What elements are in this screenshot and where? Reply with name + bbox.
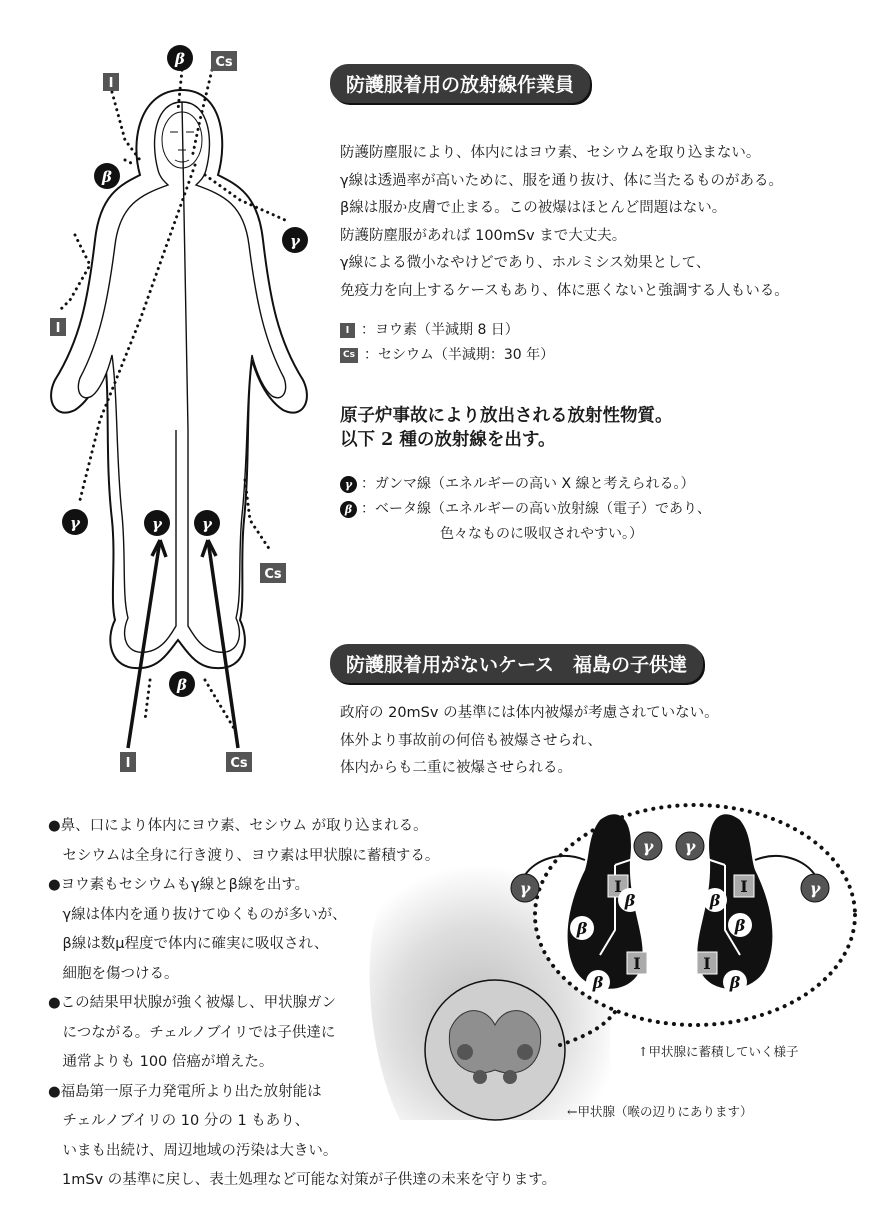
legend-iodine [340, 318, 554, 343]
thyroid-gamma-4 [801, 874, 829, 902]
legend-iodine-text: ：ヨウ素（半減期 8 日） [361, 322, 519, 338]
svg-text:β: β [576, 919, 588, 938]
section1-text [340, 140, 789, 305]
svg-text:γ: γ [642, 837, 654, 856]
bullet-list [48, 812, 556, 1196]
isotope-legend [340, 318, 554, 368]
section1-line: 防護防塵服があれば 100mSv まで大丈夫。 [340, 227, 627, 244]
section3-text [340, 700, 719, 783]
svg-text:γ: γ [202, 515, 212, 533]
bullet-line: γ線は体内を通り抜けてゆくものが多いが、 [48, 906, 347, 923]
iodine-label-bottom [120, 752, 136, 772]
svg-text:I: I [633, 954, 641, 973]
svg-text:Cs: Cs [230, 756, 248, 771]
beta-label-left [94, 163, 120, 189]
svg-text:γ: γ [809, 879, 821, 898]
section1-line: γ線による微小なやけどであり、ホルミシス効果として、 [340, 255, 711, 271]
legend-cesium-text: ：セシウム（半減期：30 年） [364, 347, 555, 363]
cesium-icon: Cs [340, 348, 358, 363]
thyroid-beta-6 [723, 970, 747, 994]
svg-text:β: β [592, 973, 604, 992]
bullet-line: セシウムは全身に行き渡り、ヨウ素は甲状腺に蓄積する。 [48, 847, 440, 864]
beta-label-top [167, 45, 193, 71]
thyroid-beta-4 [703, 888, 727, 912]
svg-text:β: β [624, 891, 636, 910]
gamma-label-right [282, 227, 308, 253]
bullet-line: ●この結果甲状腺が強く被爆し、甲状腺ガン [48, 995, 337, 1011]
section1-heading: 防護服着用の放射線作業員 [330, 64, 590, 103]
section3-line: 体内からも二重に被爆させられる。 [340, 760, 572, 776]
section1-line: β線は服か皮膚で止まる。この被爆はほとんど問題はない。 [340, 200, 727, 216]
caption-thyroid-accumulation: ↑甲状腺に蓄積していく様子 [638, 1044, 799, 1059]
svg-text:I: I [740, 877, 748, 896]
svg-text:γ: γ [684, 837, 696, 856]
section1-line: 防護防塵服により、体内にはヨウ素、セシウムを取り込まない。 [340, 145, 761, 161]
svg-text:β: β [177, 676, 187, 694]
thyroid-beta-2 [570, 916, 594, 940]
svg-text:γ: γ [70, 514, 80, 532]
thyroid-beta-5 [728, 913, 752, 937]
caption-thyroid-location: ←甲状腺（喉の辺りにあります） [567, 1104, 753, 1119]
iodine-label-left [50, 318, 66, 336]
section3-line: 政府の 20mSv の基準には体内被爆が考慮されていない。 [340, 705, 719, 721]
iodine-label-top [103, 73, 119, 91]
svg-text:Cs: Cs [264, 567, 282, 582]
gamma-label-right-leg [194, 510, 220, 536]
thyroid-iodine-4 [697, 952, 717, 974]
thyroid-iodine-3 [734, 875, 754, 897]
beta-label-bottom [169, 671, 195, 697]
bullet-line: につながる。チェルノブイリでは子供達に [48, 1024, 336, 1041]
legend-beta-cont: 色々なものに吸収されやすい。） [440, 526, 643, 542]
bullet-line: 1mSv の基準に戻し、表土処理など可能な対策が子供達の未来を守ります。 [62, 1172, 557, 1188]
legend-gamma [340, 472, 711, 497]
svg-text:I: I [108, 76, 114, 91]
svg-text:β: β [729, 973, 741, 992]
thyroid-gamma-2 [634, 832, 662, 860]
thyroid-beta-3 [586, 970, 610, 994]
svg-text:γ: γ [152, 515, 162, 533]
gamma-icon: γ [340, 476, 357, 493]
bullet-line: いまも出続け、周辺地域の汚染は大きい。 [48, 1142, 338, 1159]
bullet-line: 細胞を傷つける。 [48, 965, 179, 982]
bullet-line: チェルノブイリの 10 分の 1 もあり、 [48, 1113, 310, 1129]
bullet-line: 通常よりも 100 倍癌が増えた。 [48, 1054, 274, 1070]
title-line: 原子炉事故により放出される放射性物質。 [340, 406, 673, 426]
svg-text:γ: γ [519, 879, 531, 898]
title-line: 以下 2 種の放射線を出す。 [340, 430, 556, 450]
section1-line: 免疫力を向上するケースもあり、体に悪くないと強調する人もいる。 [340, 282, 789, 299]
bullet-line: ●福島第一原子力発電所より出た放射能は [48, 1083, 322, 1100]
bullet-line: β線は数μ程度で体内に確実に吸収され、 [48, 936, 329, 952]
cesium-label-top [211, 51, 237, 71]
section3-line: 体外より事故前の何倍も被爆させられ、 [340, 732, 602, 749]
svg-text:β: β [734, 916, 746, 935]
gamma-label-left-leg [144, 510, 170, 536]
thyroid-gamma-3 [676, 832, 704, 860]
thyroid-iodine-2 [627, 952, 647, 974]
svg-text:I: I [125, 756, 131, 771]
svg-text:Cs: Cs [215, 55, 233, 70]
svg-text:β: β [709, 891, 721, 910]
radiation-legend [340, 472, 711, 547]
svg-text:γ: γ [290, 232, 300, 250]
legend-beta-text: ：ベータ線（エネルギーの高い放射線（電子）であり、 [361, 501, 711, 517]
legend-beta [340, 497, 711, 522]
svg-text:β: β [175, 50, 185, 68]
gamma-label-left [62, 509, 88, 535]
svg-text:β: β [102, 168, 112, 186]
section1-line: γ線は透過率が高いために、服を通り抜け、体に当たるものがある。 [340, 172, 783, 189]
legend-gamma-text: ：ガンマ線（エネルギーの高い X 線と考えられる。） [361, 476, 695, 492]
legend-cesium [340, 343, 554, 368]
bullet-line: ●ヨウ素もセシウムもγ線とβ線を出す。 [48, 877, 310, 893]
cesium-label-bottom [226, 752, 252, 772]
thyroid-beta-1 [618, 888, 642, 912]
bullet-line: ●鼻、口により体内にヨウ素、セシウム が取り込まれる。 [48, 818, 428, 834]
iodine-icon: I [340, 323, 355, 338]
svg-text:I: I [55, 321, 61, 336]
body-radiation-diagram [0, 0, 330, 790]
beta-icon: β [340, 501, 357, 518]
cesium-label-right [260, 563, 286, 583]
svg-text:I: I [703, 954, 711, 973]
radiation-types-title [340, 404, 673, 452]
svg-text:I: I [614, 877, 622, 896]
section3-heading: 防護服着用がないケース 福島の子供達 [330, 644, 703, 683]
